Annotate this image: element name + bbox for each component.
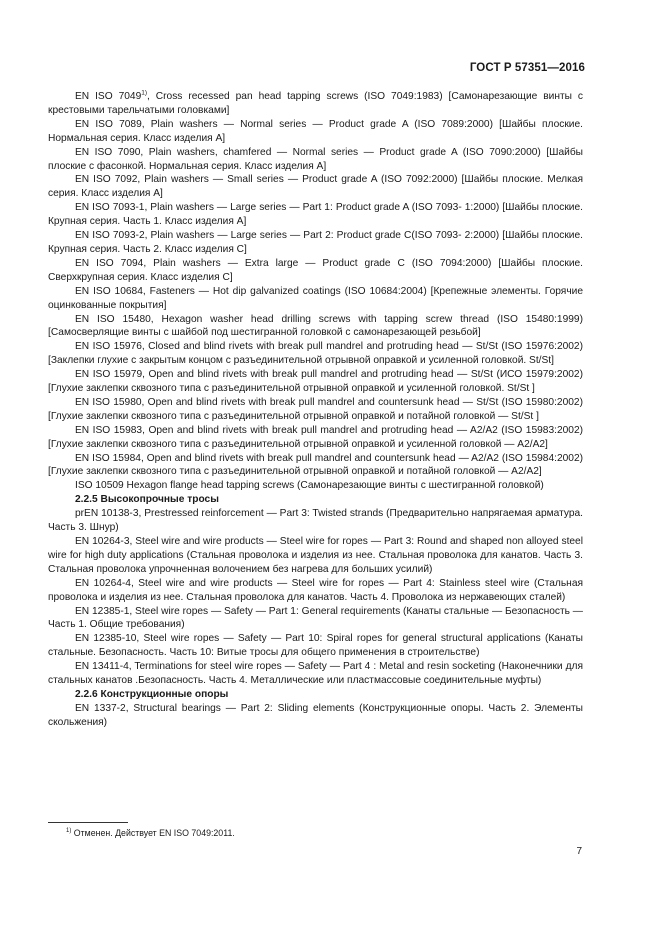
standard-header: ГОСТ Р 57351—2016 [469, 62, 585, 74]
paragraph-en-12385-10: EN 12385-10, Steel wire ropes — Safety — Part 10: Spiral ropes for general structural applications (Канаты стальные. Безопасность. Часть 10: Витые тросы для общего применения в строительстве) [48, 633, 583, 659]
paragraph-en-1337-2: EN 1337-2, Structural bearings — Part 2: Sliding elements (Конструкционные опоры. Часть 2. Элементы скольжения) [48, 702, 583, 728]
paragraph-pren-10138-3: prEN 10138-3, Prestressed reinforcement — Part 3: Twisted strands (Предварительно напрягаемая арматура. Часть 3. Шнур) [48, 508, 583, 534]
paragraph-en-iso-15984: EN ISO 15984, Open and blind rivets with break pull mandrel and countersunk head — A2/A2 (ISO 15984:2002) [Глухие заклепки сквозного типа с разъединительной отрывной оправкой и потайной головкой — A2/A2] [48, 452, 583, 478]
section-heading-2-2-6: 2.2.6 Конструкционные опоры [75, 688, 229, 700]
footnote [66, 828, 235, 838]
paragraph-en-iso-7089: EN ISO 7089, Plain washers — Normal series — Product grade A (ISO 7089:2000) [Шайбы плоские. Нормальная серия. Класс изделия А] [48, 118, 583, 144]
page-number: 7 [576, 846, 582, 857]
paragraph-en-12385-1: EN 12385-1, Steel wire ropes — Safety — Part 1: General requirements (Канаты стальные — Безопасность — Часть 1. Общие требования) [48, 605, 583, 631]
paragraph-en-10264-4: EN 10264-4, Steel wire and wire products — Steel wire for ropes — Part 4: Stainless steel wire (Стальная проволока и изделия из нее. Стальная проволока для канатов. Часть 4. Проволока из нержавеющих сталей) [48, 577, 583, 603]
paragraph-en-iso-7093-1: EN ISO 7093-1, Plain washers — Large series — Part 1: Product grade A (ISO 7093- 1:2000) [Шайбы плоские. Крупная серия. Часть 1. Класс изделия А] [48, 202, 583, 228]
paragraph-en-13411-4: EN 13411-4, Terminations for steel wire ropes — Safety — Part 4 : Metal and resin socketing (Наконечники для стальных канатов .Безопасность. Часть 4. Металлические или пластмассовые соединительные муфты) [48, 661, 583, 687]
paragraph-en-iso-7094: EN ISO 7094, Plain washers — Extra large — Product grade C (ISO 7094:2000) [Шайбы плоские. Сверхкрупная серия. Класс изделия С] [48, 257, 583, 283]
footnote-divider [48, 822, 128, 823]
paragraph-en-iso-7049: EN ISO 7049$^{1)}$, Cross recessed pan head tapping screws (ISO 7049:1983) [Самонарезающие винты с крестовыми тарельчатыми головками] [48, 89, 583, 116]
paragraph-en-iso-15980: EN ISO 15980, Open and blind rivets with break pull mandrel and countersunk head — St/St (ISO 15980:2002) [Глухие заклепки сквозного типа с разъединительной отрывной оправкой и потайной головкой — St/St ] [48, 396, 583, 422]
paragraph-en-10264-3: EN 10264-3, Steel wire and wire products — Steel wire for ropes — Part 3: Round and shaped non alloyed steel wire for high duty applications (Стальная проволока и изделия из нее. Стальная проволока для канатов. Часть 3. Стальная проволока упрочненная волочением без нагрева для больших усилий) [48, 536, 583, 575]
paragraph-en-iso-10684: EN ISO 10684, Fasteners — Hot dip galvanized coatings (ISO 10684:2004) [Крепежные элементы. Горячие оцинкованные покрытия] [48, 285, 583, 311]
footnote-text: Отменен. Действует EN ISO 7049:2011. [71, 828, 235, 838]
paragraph-en-iso-7093-2: EN ISO 7093-2, Plain washers — Large series — Part 2: Product grade C(ISO 7093- 2:2000) [Шайбы плоские. Крупная серия. Часть 2. Класс изделия С] [48, 230, 583, 255]
footnote-ref: 1) [141, 89, 148, 97]
paragraph-en-iso-15979: EN ISO 15979, Open and blind rivets with break pull mandrel and protruding head — St/St (ИСО 15979:2002) [Глухие заклепки сквозного типа с разъединительной отрывной оправкой и усиленной головкой. St/St ] [48, 369, 583, 395]
footnote-marker: 1) [66, 828, 72, 835]
document-body [48, 90, 583, 730]
paragraph-en-iso-15976: EN ISO 15976, Closed and blind rivets with break pull mandrel and protruding head — St/St (ISO 15976:2002) [Заклепки глухие с закрытым концом с разъединительной отрывной оправкой и усиленной головкой. St/St] [48, 341, 583, 367]
paragraph-en-iso-7092: EN ISO 7092, Plain washers — Small series — Product grade A (ISO 7092:2000) [Шайбы плоские. Мелкая серия. Класс изделия А] [48, 174, 583, 200]
paragraph-iso-10509: ISO 10509 Hexagon flange head tapping screws (Самонарезающие винты с шестигранной головкой) [75, 480, 544, 492]
paragraph-en-iso-15480: EN ISO 15480, Hexagon washer head drilling screws with tapping screw thread (ISO 15480:1999) [Самосверлящие винты с шайбой под шестигранной головкой с самонарезающей резьбой] [48, 313, 583, 339]
section-heading-2-2-5: 2.2.5 Высокопрочные тросы [75, 494, 219, 506]
paragraph-en-iso-15983: EN ISO 15983, Open and blind rivets with break pull mandrel and protruding head — A2/A2 (ISO 15983:2002) [Глухие заклепки сквозного типа с разъединительной отрывной оправкой и усиленной головкой — A2/A2] [48, 424, 583, 450]
paragraph-en-iso-7090: EN ISO 7090, Plain washers, chamfered — Normal series — Product grade A (ISO 7090:2000) [Шайбы плоские с фасонкой. Нормальная серия. Класс изделия А] [48, 146, 583, 172]
